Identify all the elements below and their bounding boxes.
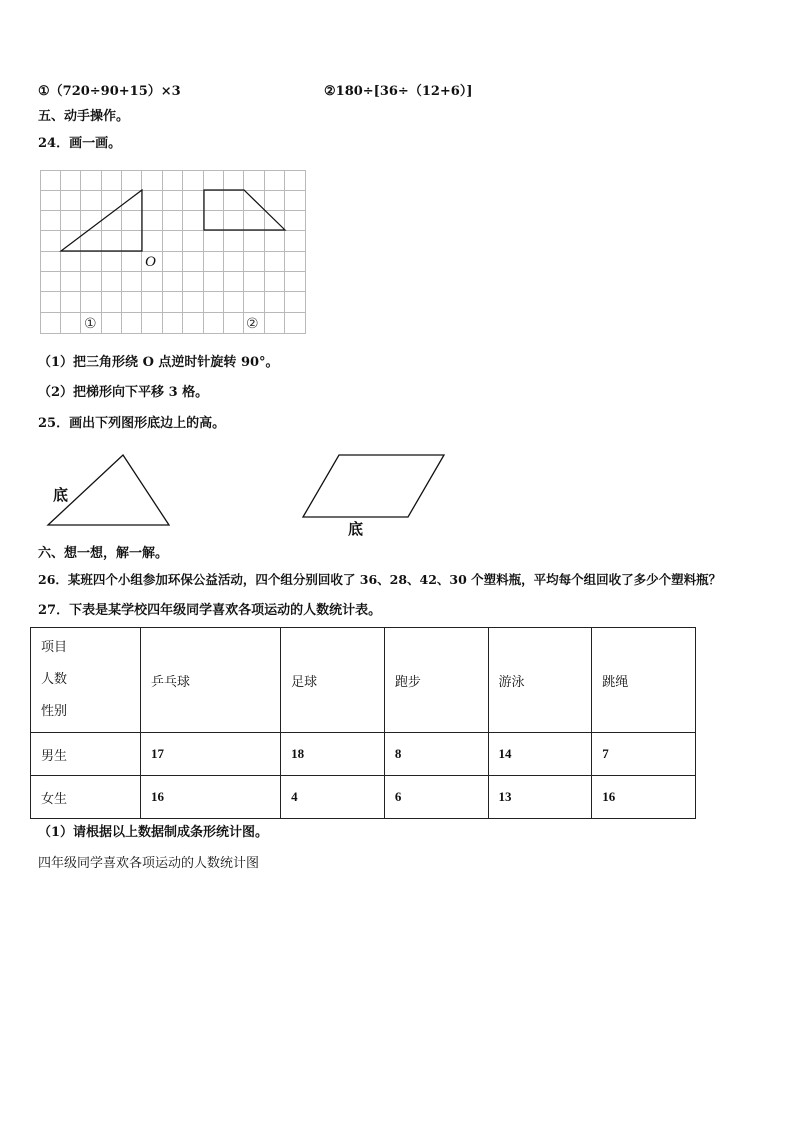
expression-1: ①（720÷90+15）×3: [38, 84, 181, 99]
question-24-item-1: （1）把三角形绕 O 点逆时针旋转 90°。: [38, 355, 279, 370]
row-label: 男生: [31, 733, 141, 776]
table-cell: 16: [141, 776, 281, 819]
header-count-label: 人数: [41, 672, 68, 687]
question-26-text: 26．某班四个小组参加环保公益活动，四个组分别回收了 36、28、42、30 个塑料瓶，平均每个组回收了多少个塑料瓶？: [38, 572, 722, 587]
question-24-item-2: （2）把梯形向下平移 3 格。: [38, 385, 209, 400]
column-header: 足球: [281, 628, 385, 733]
question-27-item-1: （1）请根据以上数据制成条形统计图。: [38, 825, 269, 840]
section-6-title: 六、想一想，解一解。: [38, 546, 169, 561]
question-24-title: 24．画一画。: [38, 136, 122, 151]
table-cell: 7: [592, 733, 696, 776]
row-label: 女生: [31, 776, 141, 819]
triangle-base-label: 底: [53, 486, 69, 504]
table-cell: 16: [592, 776, 696, 819]
figure-2-label: ②: [246, 316, 259, 332]
column-header: 游泳: [488, 628, 592, 733]
stats-table: [30, 627, 696, 819]
diagonal-header-cell: [31, 628, 141, 733]
parallelogram-base-label: 底: [348, 520, 364, 538]
column-header: 跳绳: [592, 628, 696, 733]
parallelogram-figure: [300, 452, 448, 520]
question-27-title: 27．下表是某学校四年级同学喜欢各项运动的人数统计表。: [38, 603, 382, 618]
header-item-label: 项目: [41, 640, 68, 655]
grid-lines: [41, 170, 306, 334]
table-cell: 17: [141, 733, 281, 776]
table-cell: 6: [384, 776, 488, 819]
table-cell: 13: [488, 776, 592, 819]
table-cell: 4: [281, 776, 385, 819]
q25-parallelogram-shape: [303, 455, 444, 517]
header-gender-label: 性别: [41, 704, 68, 719]
table-cell: 14: [488, 733, 592, 776]
expression-2: ②180÷[36÷（12+6）]: [324, 84, 473, 99]
table-row: [31, 733, 696, 776]
chart-caption: 四年级同学喜欢各项运动的人数统计图: [38, 856, 260, 871]
column-header: 跑步: [384, 628, 488, 733]
figure-1-label: ①: [84, 316, 97, 332]
point-o-label: O: [145, 254, 156, 270]
column-header: 乒乓球: [141, 628, 281, 733]
question-25-title: 25．画出下列图形底边上的高。: [38, 416, 226, 431]
grid-figure: [40, 170, 306, 334]
table-cell: 8: [384, 733, 488, 776]
table-header-row: [31, 628, 696, 733]
section-5-title: 五、动手操作。: [38, 109, 130, 124]
table-row: [31, 776, 696, 819]
table-cell: 18: [281, 733, 385, 776]
